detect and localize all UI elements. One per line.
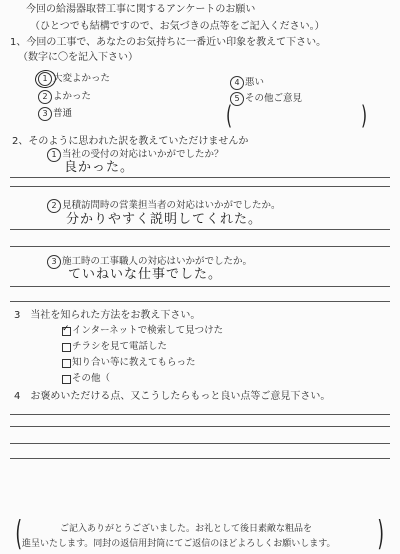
answer-line	[10, 229, 390, 230]
check-mark-icon: ✓	[62, 324, 70, 334]
option-label: 悪い	[245, 77, 265, 88]
answer-line	[10, 414, 390, 415]
option-label: その他ご意見	[245, 93, 303, 104]
option-number: 2	[38, 90, 52, 104]
answer-line	[10, 443, 390, 444]
option-label: 大変よかった	[53, 73, 111, 84]
answer-line	[10, 301, 390, 302]
option-label: 普通	[53, 108, 73, 119]
q4-question: 4 お褒めいただける点、又こうしたらもっと良い点等ご意見下さい。	[14, 391, 331, 402]
q2-sub2-text: 見積訪問時の営業担当者の対応はいかがでしたか。	[62, 200, 281, 211]
q2-sub3-answer: ていねいな仕事でした。	[68, 267, 223, 282]
right-paren: )	[361, 101, 368, 131]
option-number: 4	[230, 76, 244, 90]
q2-sub1-number: 1	[47, 148, 61, 162]
answer-line	[10, 246, 390, 247]
q3-option-label: その他（	[72, 373, 111, 384]
q2-sub1-text: 当社の受付の対応はいかがでしたか？	[62, 149, 224, 160]
answer-line	[10, 286, 390, 287]
option-number: 5	[230, 92, 244, 106]
q3-option-label: チラシを見て電話した	[72, 341, 168, 352]
survey-subtitle: （ひとつでも結構ですので、お気づきの点等をご記入ください。）	[30, 21, 325, 32]
q2-sub2-number: 2	[47, 199, 61, 213]
checkbox[interactable]	[62, 375, 71, 384]
q1-question: 1、今回の工事で、あなたのお気持ちに一番近い印象を教えて下さい。	[10, 37, 327, 48]
answer-line	[10, 426, 390, 427]
q2-sub3-number: 3	[47, 255, 61, 269]
q2-question: 2、そのように思われた訳を教えていただけませんか	[12, 136, 249, 147]
q1-note: （数字に〇を記入下さい）	[18, 52, 138, 63]
left-paren: (	[226, 101, 233, 131]
q3-option-label: 知り合い等に教えてもらった	[72, 357, 196, 368]
answer-line	[10, 177, 390, 178]
footer-right-brace: )	[377, 514, 384, 554]
survey-title: 今回の給湯器取替工事に関するアンケートのお願い	[26, 4, 256, 15]
answer-line	[10, 186, 390, 187]
option-label: よかった	[53, 91, 92, 102]
footer-line-1: ご記入ありがとうございました。お礼として後日素敵な粗品を	[60, 524, 313, 534]
option-number: 3	[38, 107, 52, 121]
q3-option-label: インターネットで検索して見つけた	[72, 325, 224, 336]
q3-question: 3 当社を知られた方法をお教え下さい。	[14, 310, 201, 321]
checkbox[interactable]	[62, 343, 71, 352]
footer-line-2: 進呈いたします。同封の返信用封筒にてご返信のほどよろしくお願いします。	[22, 539, 336, 549]
q2-sub3-text: 施工時の工事職人の対応はいかがでしたか。	[62, 256, 253, 267]
checkbox[interactable]	[62, 359, 71, 368]
q2-sub2-answer: 分かりやすく説明してくれた。	[66, 212, 263, 227]
option-number: 1	[38, 72, 52, 86]
footer-left-brace: (	[15, 514, 22, 554]
q2-sub1-answer: 良かった。	[64, 160, 135, 175]
answer-line	[10, 458, 390, 459]
